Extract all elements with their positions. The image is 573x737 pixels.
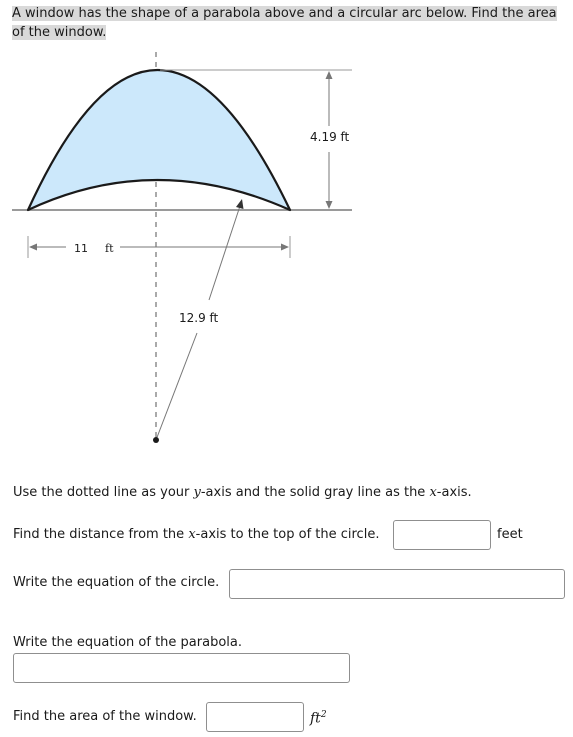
area-unit-label: $ft^2$ — [310, 710, 327, 727]
circle-equation-label: Write the equation of the circle. — [13, 575, 220, 590]
radius-line-lower — [156, 333, 197, 440]
circle-center-dot — [153, 437, 159, 443]
distance-unit-label: feet — [497, 527, 523, 542]
distance-answer-input[interactable] — [393, 520, 491, 550]
x-variable: x — [188, 527, 196, 542]
area-question-label: Find the area of the window. — [13, 709, 197, 724]
width-arrow-right — [281, 244, 289, 251]
question-line-2: of the window. — [12, 25, 107, 40]
area-answer-input[interactable] — [206, 702, 304, 732]
width-arrow-left — [29, 244, 37, 251]
parabola-equation-input[interactable] — [13, 653, 350, 683]
height-arrow-up — [326, 71, 333, 79]
radius-line-upper — [209, 206, 240, 300]
radius-label: 12.9 ft — [179, 311, 219, 325]
radius-arrow-head — [236, 199, 244, 209]
distance-question-label: Find the distance from the x-axis to the top of the circle. — [13, 527, 380, 542]
axis-instructions: Use the dotted line as your y-axis and the solid gray line as the x-axis. — [13, 485, 472, 500]
circle-equation-input[interactable] — [229, 569, 565, 599]
parabola-equation-label: Write the equation of the parabola. — [13, 635, 242, 650]
height-label: 4.19 ft — [310, 130, 350, 144]
width-label-unit: ft — [105, 242, 114, 255]
window-shape — [28, 70, 290, 210]
height-arrow-down — [326, 201, 333, 209]
width-label-number: 11 — [74, 242, 88, 255]
x-variable: x — [429, 485, 437, 500]
question-line-1: A window has the shape of a parabola above and a circular arc below. Find the area — [12, 6, 557, 21]
y-variable: y — [193, 485, 201, 500]
